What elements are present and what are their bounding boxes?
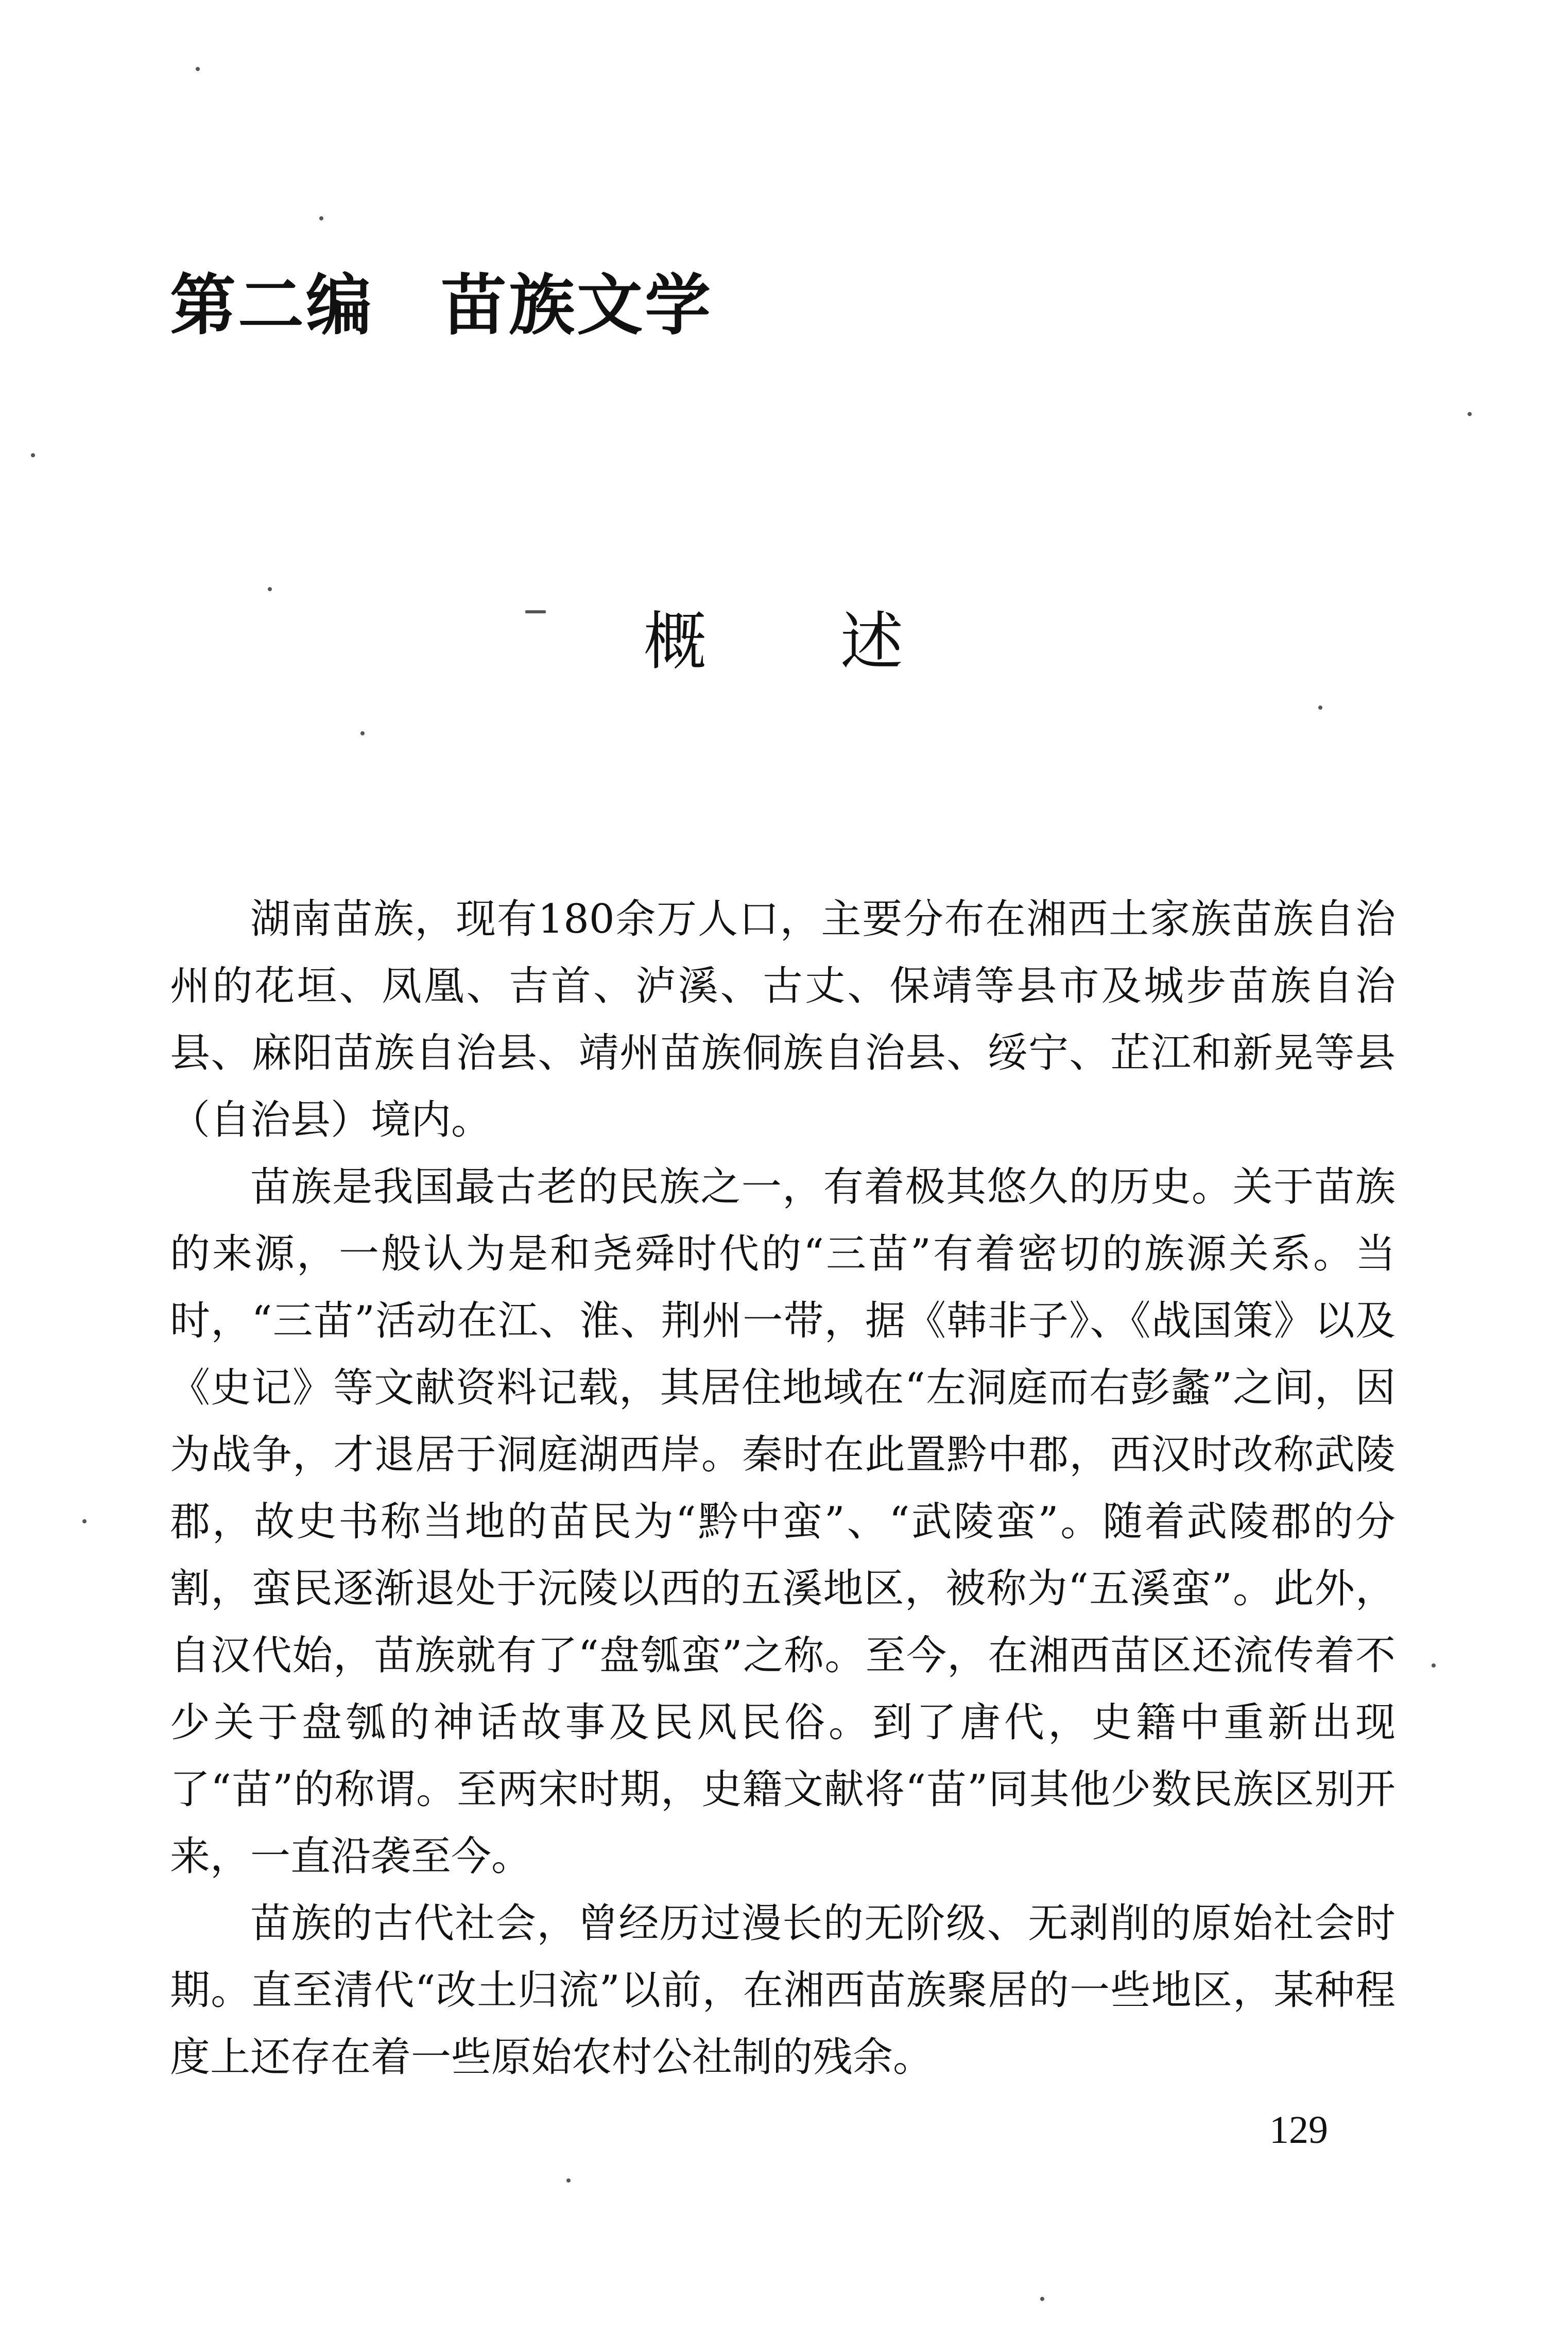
scan-speck <box>1432 1663 1436 1668</box>
paragraph-history: 苗族是我国最古老的民族之一，有着极其悠久的历史。关于苗族的来源，一般认为是和尧舜时代的“三苗”有着密切的族源关系。当时，“三苗”活动在江、淮、荆州一带，据《韩非子》、《战国策》以及《史记》等文献资料记载，其居住地域在“左洞庭而右彭蠡”之间，因为战争，才退居于洞庭湖西岸。秦时在此置黔中郡，西汉时改称武陵郡，故史书称当地的苗民为“黔中蛮”、“武陵蛮”。随着武陵郡的分割，蛮民逐渐退处于沅陵以西的五溪地区，被称为“五溪蛮”。此外，自汉代始，苗族就有了“盘瓠蛮”之称。至今，在湘西苗区还流传着不少关于盘瓠的神话故事及民风民俗。到了唐代，史籍中重新出现了“苗”的称谓。至两宋时期，史籍文献将“苗”同其他少数民族区别开来，一直沿袭至今。 <box>170 1164 1395 1880</box>
part-title <box>170 267 713 344</box>
section-title: 概述 <box>644 605 1037 678</box>
scan-speck <box>1040 2297 1044 2301</box>
scan-speck <box>82 1519 87 1523</box>
scan-speck <box>319 216 323 220</box>
scan-speck <box>566 2178 571 2183</box>
scan-speck <box>525 610 546 613</box>
body-text <box>170 886 1395 2091</box>
scan-speck <box>196 67 200 71</box>
paragraph-ancient-society: 苗族的古代社会，曾经历过漫长的无阶级、无剥削的原始社会时期。直至清代“改土归流”以前，在湘西苗族聚居的一些地区，某种程度上还存在着一些原始农村公社制的残余。 <box>170 1900 1395 2081</box>
part-name: 苗族文学 <box>441 267 713 344</box>
scan-speck <box>31 453 35 457</box>
page-number: 129 <box>1269 2108 1328 2152</box>
scan-speck <box>1318 706 1322 710</box>
paragraph-population: 湖南苗族，现有180余万人口，主要分布在湘西土家族苗族自治州的花垣、凤凰、吉首、泸溪、古丈、保靖等县市及城步苗族自治县、麻阳苗族自治县、靖州苗族侗族自治县、绥宁、芷江和新晃等县（自治县）境内。 <box>170 896 1395 1143</box>
scan-speck <box>268 587 272 591</box>
scan-speck <box>1468 412 1472 416</box>
part-number: 第二编 <box>170 267 374 344</box>
scan-speck <box>360 731 365 735</box>
